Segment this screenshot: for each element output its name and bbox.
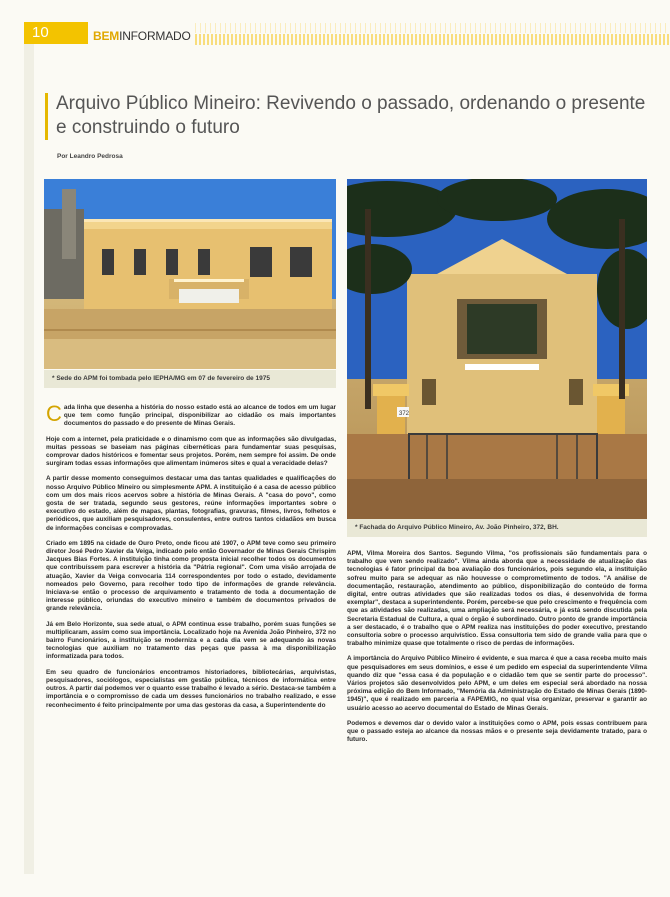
- paragraph: A importância do Arquivo Público Mineiro é evidente, e sua marca é que a casa receba muito mais que pesquisadores em seus domínios, e esse é um pedido em especial da superintendente Vilma quando diz que "essa casa é da população e o cidadão tem que se sentir parte do processo". Vários projetos são desenvolvidos pelo APM, e um deles em especial será abordado na nossa próxima edição do Bem Informado, "Memória da Administração do Estado de Minas Gerais (1890-1945)", que é realizado em parceria a FAPEMIG, no qual visa organizar, preservar e garantir ao usuário acesso ao acervo documental do Estado de Minas Gerais.: [347, 655, 647, 712]
- article-byline: Por Leandro Pedrosa: [57, 153, 123, 160]
- page-number: 10: [24, 22, 88, 44]
- house-number: 372: [399, 411, 410, 417]
- photo-caption-2: * Fachada do Arquivo Público Mineiro, Av. João Pinheiro, 372, BH.: [347, 519, 647, 537]
- brand-logo: [93, 29, 191, 43]
- article-title: Arquivo Público Mineiro: Revivendo o passado, ordenando o presente e construindo o futuro: [56, 93, 646, 138]
- article-column-right: [347, 550, 647, 751]
- photo-caption-1: * Sede do APM foi tombada pelo IEPHA/MG em 07 de fevereiro de 1975: [44, 370, 336, 388]
- paragraph-intro: [46, 401, 336, 429]
- article-column-left: [46, 401, 336, 717]
- building-illustration: [44, 179, 336, 369]
- header-stripes: [195, 34, 670, 45]
- paragraph: Criado em 1895 na cidade de Ouro Preto, onde ficou até 1907, o APM teve como seu primeiro diretor José Pedro Xavier da Veiga, indicado pelo então Governador de Minas Gerais Chrispim Jacques Bias Fortes. A instituição tinha como proposta inicial recolher todos os documentos que contribuíssem para escrever a história da "Pátria regional". Com uma visão arrojada de atuação, Xavier da Veiga convocaria 114 correspondentes por todo o estado, devidamente nomeados pelo Governo, para recolher todo tipo de informações de grande relevância. Iniciava-se então o processo de arquivamento e tratamento de toda a documentação de interesse público, oriundas do executivo mineiro e também de documentos privados de grande relevância.: [46, 539, 336, 613]
- margin-rail: [24, 44, 34, 874]
- facade-illustration: [347, 179, 647, 519]
- photo-apm-headquarters: [44, 179, 336, 369]
- drop-cap: C: [46, 401, 62, 426]
- paragraph: Podemos e devemos dar o devido valor a instituições como o APM, pois essas contribuem para que o passado esteja ao alcance da nossas mãos e o presente seja devidamente tratado, para o futuro.: [347, 719, 647, 744]
- photo-apm-facade: [347, 179, 647, 519]
- header-texture: [195, 23, 670, 33]
- paragraph: APM, Vilma Moreira dos Santos. Segundo Vilma, "os profissionais são fundamentais para o trabalho que vem sendo realizado". Vilma ainda aborda que a necessidade de atualização das tecnologias é fator principal da boa avaliação dos funcionários, pois segundo ela, a instituição sofreu muito para se adequar as não houvesse o comprometimento de todos. "A análise de documentação, restauração, atendimento ao público, disponibilização do conteúdo de forma digital, entre outras atividades que são realizadas todos os dias, é desenvolvida de forma exemplar", destaca a superintendente. Porém, percebe-se que pelo crescimento e frequência com que as atividades são realizadas, uma ampliação será necessária, e já está sendo discutida pela Secretaria Estadual de Cultura, a qual o órgão é subordinado. Outro ponto de grande importância a ser destacado, é o trabalho que o APM realiza nas instituições do poder executivo, prestando consultoria sobre o processo arquivístico. Essa consultoria tem sido de grande valia para que o trabalho minimize quase que totalmente o risco de perdas de informações.: [347, 550, 647, 648]
- title-accent-bar: [45, 93, 48, 140]
- paragraph: Já em Belo Horizonte, sua sede atual, o APM continua esse trabalho, porém suas funções se multiplicaram, assim como sua importância. Localizado hoje na Avenida João Pinheiro, 372 no bairro Funcionários, a instituição se moderniza e a cada dia vem se adequando às novas tecnologias que auxiliam no tratamento das peças que passa à ma disponibilização informatizada para todos.: [46, 620, 336, 661]
- paragraph: A partir desse momento conseguimos destacar uma das tantas qualidades e qualificações do nosso Arquivo Público Mineiro ou simplesmente APM. A instituição é a casa de acesso público com um dos mais ricos acervos sobre a história de Minas Gerais. A "casa do povo", como gosta de ser tratada, segundo seus gestores, reúne informações importantes sobre o executivo do estado, além de mapas, plantas, fotografias, gravuras, filmes, livros, folhetos e periódicos, que auxiliam pesquisadores, consulentes, entre outros tantos cidadãos em busca de informações concisas e comprovadas.: [46, 475, 336, 532]
- paragraph: Hoje com a internet, pela praticidade e o dinamismo com que as informações são divulgadas, muitas pessoas se baseiam nas páginas cibernéticas para fundamentar suas pesquisas, comprovar dados históricos e fomentar seus projetos. Porém, nem sempre foi assim. De onde surgiram todas essas informações que alimentam inúmeros sites e qual a veracidade delas?: [46, 435, 336, 468]
- brand-suffix: INFORMADO: [119, 29, 191, 43]
- paragraph-text: ada linha que desenha a história do nosso estado está ao alcance de todos em um lugar que tem como função principal, disponibilizar ao cidadão os mais importantes documentos do passado e do presente de Minas Gerais.: [63, 404, 336, 428]
- brand-prefix: BEM: [93, 29, 120, 43]
- paragraph: Em seu quadro de funcionários encontramos historiadores, bibliotecárias, arquivistas, pesquisadores, sociólogos, especialistas em gestão pública, técnicos de informática entre outros. A partir daí podemos ver o quanto esse trabalho é levado a sério. Destaca-se também a importância e o compromisso de cada um desses funcionários no trabalho realizado, e esse reconhecimento é feito principalmente por uma das gestoras da casa, a Superintendente do: [46, 668, 336, 709]
